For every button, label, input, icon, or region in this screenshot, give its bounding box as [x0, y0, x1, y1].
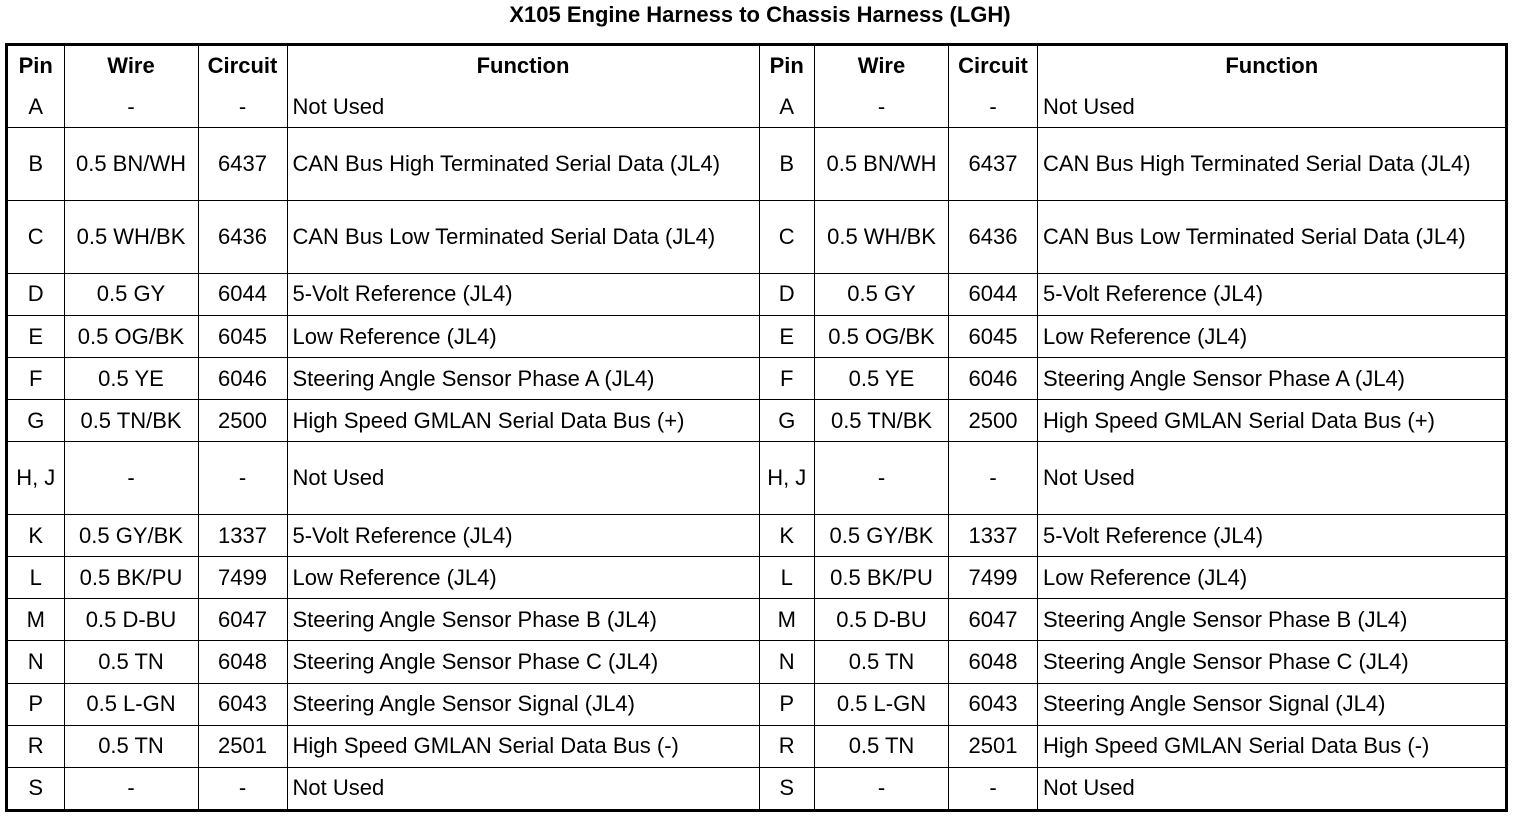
wire-cell: 0.5 TN: [64, 725, 198, 767]
wire-cell: 0.5 OG/BK: [815, 315, 949, 357]
table-row: [8, 767, 759, 809]
table-row: [760, 442, 1506, 515]
table-row: [760, 273, 1506, 315]
wire-cell: -: [64, 767, 198, 809]
function-cell: 5-Volt Reference (JL4): [287, 273, 759, 315]
header-circuit: Circuit: [949, 46, 1038, 86]
function-cell: Steering Angle Sensor Phase B (JL4): [287, 599, 759, 641]
circuit-cell: 6046: [198, 358, 287, 400]
function-cell: Steering Angle Sensor Phase C (JL4): [1038, 641, 1506, 683]
table-row: [760, 599, 1506, 641]
wire-cell: 0.5 OG/BK: [64, 315, 198, 357]
circuit-cell: 6045: [198, 315, 287, 357]
circuit-cell: 6047: [198, 599, 287, 641]
table-row: [760, 128, 1506, 201]
circuit-cell: 6437: [198, 128, 287, 201]
circuit-cell: -: [949, 442, 1038, 515]
pin-cell: N: [8, 641, 64, 683]
wire-cell: 0.5 L-GN: [64, 683, 198, 725]
wire-cell: 0.5 GY/BK: [815, 515, 949, 557]
pin-cell: G: [8, 400, 64, 442]
function-cell: Not Used: [1038, 767, 1506, 809]
wire-cell: -: [64, 442, 198, 515]
pin-cell: F: [760, 358, 815, 400]
circuit-cell: 2500: [949, 400, 1038, 442]
wire-cell: 0.5 TN: [815, 641, 949, 683]
circuit-cell: 2501: [198, 725, 287, 767]
function-cell: High Speed GMLAN Serial Data Bus (-): [287, 725, 759, 767]
table-row: [8, 358, 759, 400]
function-cell: 5-Volt Reference (JL4): [1038, 515, 1506, 557]
pin-cell: E: [8, 315, 64, 357]
header-circuit: Circuit: [198, 46, 287, 86]
table-row: [760, 400, 1506, 442]
pin-cell: B: [8, 128, 64, 201]
pin-cell: S: [8, 767, 64, 809]
header-function: Function: [287, 46, 759, 86]
pin-cell: N: [760, 641, 815, 683]
wire-cell: -: [815, 767, 949, 809]
table-row: [760, 86, 1506, 128]
header-wire: Wire: [815, 46, 949, 86]
pin-cell: R: [8, 725, 64, 767]
pin-cell: F: [8, 358, 64, 400]
table-row: [8, 315, 759, 357]
wire-cell: 0.5 L-GN: [815, 683, 949, 725]
function-cell: Steering Angle Sensor Phase C (JL4): [287, 641, 759, 683]
table-row: [760, 315, 1506, 357]
circuit-cell: 6436: [949, 200, 1038, 273]
pinout-table-left: [8, 46, 760, 809]
wire-cell: 0.5 TN/BK: [64, 400, 198, 442]
pin-cell: D: [8, 273, 64, 315]
circuit-cell: 2500: [198, 400, 287, 442]
wire-cell: 0.5 GY/BK: [64, 515, 198, 557]
pin-cell: K: [760, 515, 815, 557]
wire-cell: 0.5 TN: [64, 641, 198, 683]
table-row: [8, 400, 759, 442]
pin-cell: S: [760, 767, 815, 809]
function-cell: Low Reference (JL4): [1038, 557, 1506, 599]
circuit-cell: 2501: [949, 725, 1038, 767]
wire-cell: 0.5 TN/BK: [815, 400, 949, 442]
wire-cell: 0.5 GY: [64, 273, 198, 315]
pin-cell: R: [760, 725, 815, 767]
pin-cell: C: [760, 200, 815, 273]
circuit-cell: 6437: [949, 128, 1038, 201]
wire-cell: 0.5 D-BU: [64, 599, 198, 641]
table-row: [8, 200, 759, 273]
wire-cell: 0.5 YE: [815, 358, 949, 400]
table-row: [8, 442, 759, 515]
pin-cell: M: [760, 599, 815, 641]
function-cell: Steering Angle Sensor Signal (JL4): [1038, 683, 1506, 725]
wire-cell: 0.5 D-BU: [815, 599, 949, 641]
circuit-cell: 6043: [949, 683, 1038, 725]
table-row: [8, 128, 759, 201]
function-cell: Low Reference (JL4): [1038, 315, 1506, 357]
circuit-cell: 6044: [198, 273, 287, 315]
function-cell: CAN Bus Low Terminated Serial Data (JL4): [1038, 200, 1506, 273]
function-cell: High Speed GMLAN Serial Data Bus (+): [287, 400, 759, 442]
table-body-left: [8, 86, 759, 809]
pin-cell: P: [8, 683, 64, 725]
wire-cell: 0.5 YE: [64, 358, 198, 400]
table-row: [760, 557, 1506, 599]
wire-cell: 0.5 WH/BK: [815, 200, 949, 273]
function-cell: CAN Bus High Terminated Serial Data (JL4): [1038, 128, 1506, 201]
table-row: [760, 641, 1506, 683]
pinout-tables: [5, 43, 1508, 812]
function-cell: High Speed GMLAN Serial Data Bus (+): [1038, 400, 1506, 442]
function-cell: Not Used: [287, 86, 759, 128]
pin-cell: E: [760, 315, 815, 357]
wire-cell: 0.5 BN/WH: [815, 128, 949, 201]
function-cell: Steering Angle Sensor Signal (JL4): [287, 683, 759, 725]
circuit-cell: 7499: [198, 557, 287, 599]
function-cell: Steering Angle Sensor Phase A (JL4): [1038, 358, 1506, 400]
circuit-cell: -: [198, 86, 287, 128]
wire-cell: 0.5 GY: [815, 273, 949, 315]
table-row: [8, 599, 759, 641]
table-row: [8, 86, 759, 128]
circuit-cell: 1337: [949, 515, 1038, 557]
circuit-cell: 6048: [198, 641, 287, 683]
table-row: [8, 725, 759, 767]
header-wire: Wire: [64, 46, 198, 86]
function-cell: 5-Volt Reference (JL4): [1038, 273, 1506, 315]
function-cell: Not Used: [287, 767, 759, 809]
wire-cell: -: [815, 442, 949, 515]
circuit-cell: -: [198, 442, 287, 515]
wire-cell: 0.5 WH/BK: [64, 200, 198, 273]
pin-cell: K: [8, 515, 64, 557]
pin-cell: M: [8, 599, 64, 641]
circuit-cell: 6046: [949, 358, 1038, 400]
function-cell: High Speed GMLAN Serial Data Bus (-): [1038, 725, 1506, 767]
pin-cell: A: [760, 86, 815, 128]
circuit-cell: 7499: [949, 557, 1038, 599]
wire-cell: 0.5 TN: [815, 725, 949, 767]
pin-cell: H, J: [8, 442, 64, 515]
circuit-cell: -: [949, 767, 1038, 809]
function-cell: Not Used: [1038, 442, 1506, 515]
function-cell: CAN Bus Low Terminated Serial Data (JL4): [287, 200, 759, 273]
circuit-cell: 6045: [949, 315, 1038, 357]
circuit-cell: 6047: [949, 599, 1038, 641]
page-title: X105 Engine Harness to Chassis Harness (LGH): [509, 2, 1011, 27]
wire-cell: -: [64, 86, 198, 128]
pin-cell: C: [8, 200, 64, 273]
function-cell: Low Reference (JL4): [287, 557, 759, 599]
table-row: [8, 273, 759, 315]
circuit-cell: -: [949, 86, 1038, 128]
function-cell: Not Used: [1038, 86, 1506, 128]
wire-cell: 0.5 BK/PU: [64, 557, 198, 599]
function-cell: CAN Bus High Terminated Serial Data (JL4): [287, 128, 759, 201]
table-row: [760, 515, 1506, 557]
pin-cell: G: [760, 400, 815, 442]
header-function: Function: [1038, 46, 1506, 86]
circuit-cell: 6048: [949, 641, 1038, 683]
table-row: [8, 683, 759, 725]
wire-cell: 0.5 BN/WH: [64, 128, 198, 201]
function-cell: Steering Angle Sensor Phase A (JL4): [287, 358, 759, 400]
circuit-cell: 6436: [198, 200, 287, 273]
function-cell: Steering Angle Sensor Phase B (JL4): [1038, 599, 1506, 641]
table-row: [8, 557, 759, 599]
pinout-table-right: [760, 46, 1506, 809]
pin-cell: P: [760, 683, 815, 725]
function-cell: Not Used: [287, 442, 759, 515]
pin-cell: D: [760, 273, 815, 315]
table-row: [760, 725, 1506, 767]
pin-cell: A: [8, 86, 64, 128]
table-row: [760, 358, 1506, 400]
function-cell: 5-Volt Reference (JL4): [287, 515, 759, 557]
pin-cell: L: [760, 557, 815, 599]
circuit-cell: -: [198, 767, 287, 809]
table-row: [760, 200, 1506, 273]
table-row: [8, 515, 759, 557]
wire-cell: -: [815, 86, 949, 128]
circuit-cell: 6043: [198, 683, 287, 725]
table-row: [760, 767, 1506, 809]
circuit-cell: 6044: [949, 273, 1038, 315]
table-body-right: [760, 86, 1506, 809]
pin-cell: B: [760, 128, 815, 201]
pin-cell: H, J: [760, 442, 815, 515]
pin-cell: L: [8, 557, 64, 599]
table-row: [8, 641, 759, 683]
circuit-cell: 1337: [198, 515, 287, 557]
header-pin: Pin: [760, 46, 815, 86]
header-pin: Pin: [8, 46, 64, 86]
table-row: [760, 683, 1506, 725]
function-cell: Low Reference (JL4): [287, 315, 759, 357]
wire-cell: 0.5 BK/PU: [815, 557, 949, 599]
